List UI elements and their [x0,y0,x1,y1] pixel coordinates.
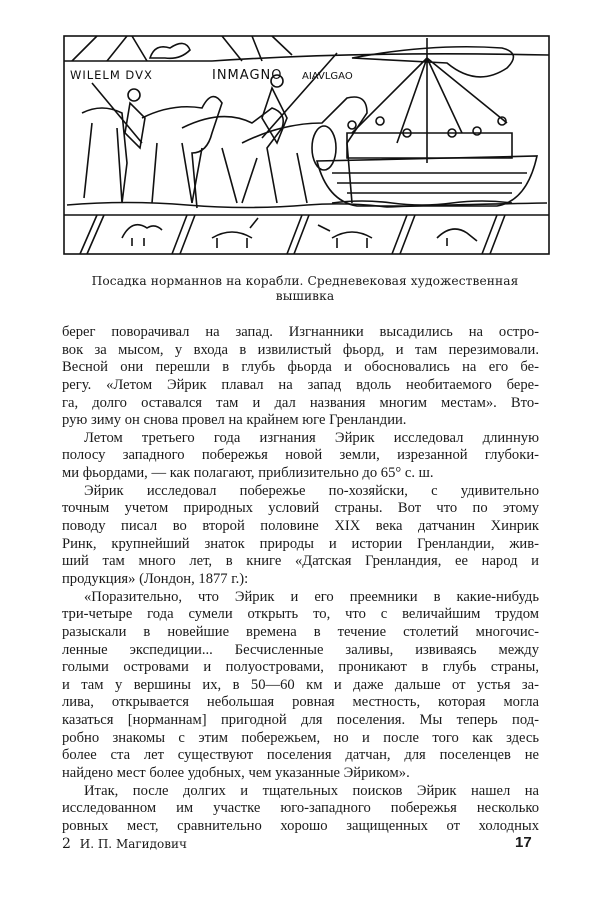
text-line: робно знакомы с этим побережьем, но и после того как здесь [62,729,539,746]
text-line: Летом третьего года изгнания Эйрик исследовал длинную [84,429,539,446]
text-line: продукция» (Лондон, 1877 г.): [62,570,249,587]
tapestry-illustration [62,33,552,258]
page-number: 17 [515,834,532,851]
author-name: И. П. Магидович [79,837,187,851]
text-line: ший там много лет, в книге «Датская Гренландия, ее народ и [62,553,539,570]
text-line: голыми островами и полуостровами, проникают в глубь страны, [62,659,539,676]
caption-line: вышивка [275,289,335,303]
text-line: разыскали в новейшие времена в течение столетий многочис- [62,623,539,640]
text-line: поводу писал во второй половине XIX века датчанин Хинрик [62,518,539,535]
footer-signature [62,836,187,852]
text-line: Весной они перешли в глубь фьорда и обосновались на его бе- [62,359,539,376]
signature-number: 2 [62,836,71,852]
text-line: ми фьордами, — как полагают, приблизительно до 65° с. ш. [62,465,434,482]
text-line: вок за мысом, у входа в извилистый фьорд, и там перезимовали. [62,341,539,358]
text-line: точным учетом природных условий страны. Вот что по этому [62,500,539,517]
inscription-text: WILELM DVX [70,68,153,82]
text-line: исследованном им участке юго-западного побережья несколько [62,800,539,817]
text-line: Ринк, крупнейший знаток природы и истории Гренландии, жив- [62,535,539,552]
body-text [62,324,539,836]
text-line: «Поразительно, что Эйрик и его преемники в какие-нибудь [84,588,539,605]
text-line: Итак, после долгих и тщательных поисков Эйрик нашел на [84,782,539,799]
text-line: ленные экспедиции... Бесчисленные заливы, извиваясь между [62,641,539,658]
text-line: и там у вершины их, в 50—60 км и даже дальше от устья за- [62,676,539,693]
text-line: лива, открывается небольшая ровная местность, которая могла [62,694,539,711]
text-line: берег поворачивал на запад. Изгнанники высадились на остро- [62,324,539,340]
caption-line: Посадка норманнов на корабли. Средневековая художественная [91,274,519,288]
text-line: рую зиму он снова провел на крайнем юге Гренландии. [62,412,407,429]
text-line: казаться [норманнам] пригодной для поселения. Мы теперь под- [62,712,539,729]
text-line: найдено мест более удобных, чем указанные Эйриком». [62,765,410,782]
figure-caption [70,274,540,304]
text-line: ровных мест, сравнительно хорошо защищенных от холодных [62,817,539,834]
inscription-text: AIAVLGAO [302,71,353,82]
text-line: га, долго оставался там и дал названия многим местам». Вто- [62,394,539,411]
text-line: регу. «Летом Эйрик плавал на запад вдоль необитаемого бере- [62,376,539,393]
text-line: три-четыре года сумели открыть то, что с величайшим трудом [62,606,539,623]
text-line: полосу западного побережья новой земли, изрезанной глубоки- [62,447,539,464]
inscription-text: INMAGNO [212,68,283,83]
text-line: Эйрик исследовал побережье по-хозяйски, с удивительно [84,482,539,499]
text-line: более ста лет существуют поселения датчан, для поселенцев не [62,747,539,764]
